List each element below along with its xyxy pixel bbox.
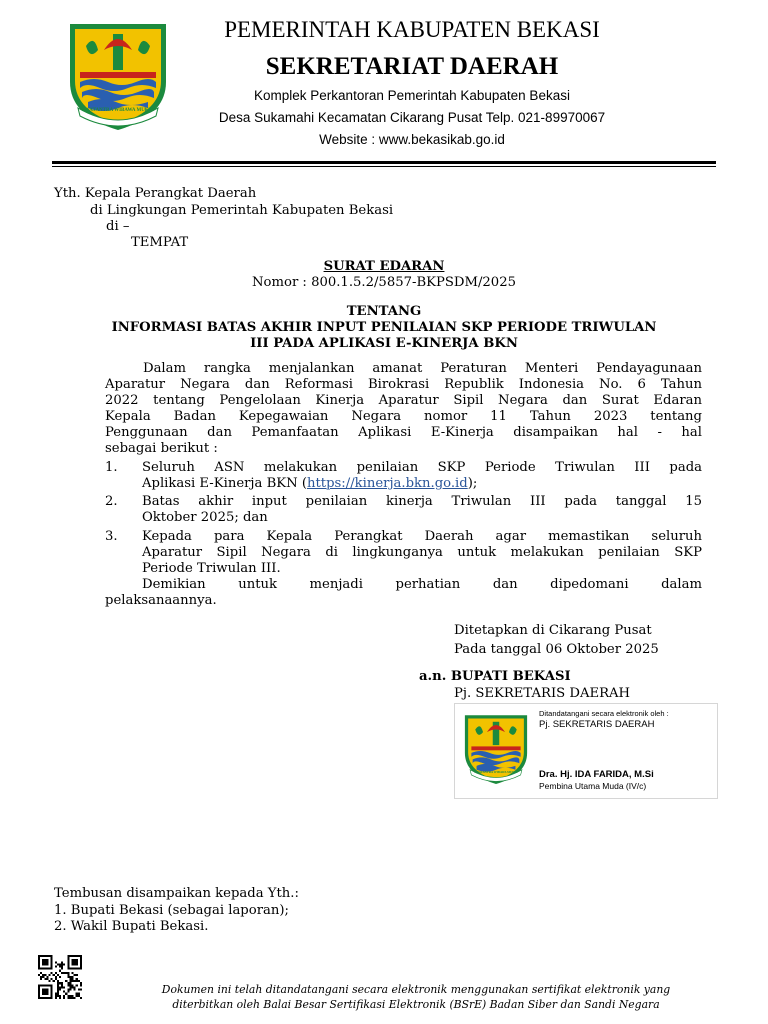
list-item-3-line-2: Aparatur Sipil Negara di lingkunganya untuk melakukan penilaian SKP bbox=[142, 545, 702, 560]
tentang-label: TENTANG bbox=[346, 304, 422, 319]
list-item-2-line-1: Batas akhir input penilaian kinerja Triwulan III pada tanggal 15 bbox=[142, 494, 702, 509]
body-p1-line-6: sebagai berikut : bbox=[105, 441, 218, 456]
list-item-1-line-2 bbox=[142, 476, 477, 493]
esign-note: Ditandatangani secara elektronik oleh : bbox=[539, 709, 669, 718]
footer-line-2: diterbitkan oleh Balai Besar Sertifikasi Elektronik (BSrE) Badan Siber dan Sandi Negara bbox=[172, 998, 660, 1011]
list-item-2-line-2: Oktober 2025; dan bbox=[142, 510, 268, 525]
recipient-line-1: Yth. Kepala Perangkat Daerah bbox=[54, 186, 257, 201]
body-p1-line-3: 2022 tentang Pengelolaan Kinerja Aparatur Sipil Negara dan Surat Edaran bbox=[105, 393, 702, 408]
letterhead-line2: SEKRETARIAT DAERAH bbox=[265, 53, 559, 80]
list-item-1-pre: Aplikasi E-Kinerja BKN ( bbox=[142, 476, 307, 491]
sign-place: Ditetapkan di Cikarang Pusat bbox=[454, 623, 652, 638]
sign-date: Pada tanggal 06 Oktober 2025 bbox=[454, 642, 659, 657]
recipient-line-4: TEMPAT bbox=[131, 235, 189, 250]
cc-item-2: 2. Wakil Bupati Bekasi. bbox=[54, 919, 209, 934]
esign-emblem bbox=[461, 710, 531, 788]
body-p1-line-1: Dalam rangka menjalankan amanat Peraturan Menteri Pendayagunaan bbox=[143, 361, 702, 376]
sign-role: Pj. SEKRETARIS DAERAH bbox=[454, 686, 631, 701]
letterhead-rule-thin bbox=[52, 166, 716, 167]
list-item-3-line-3: Periode Triwulan III. bbox=[142, 561, 281, 576]
qr-code bbox=[38, 955, 82, 999]
letterhead-address-2: Desa Sukamahi Kecamatan Cikarang Pusat Telp. 021-89970067 bbox=[218, 110, 606, 125]
esign-box bbox=[454, 703, 718, 799]
letterhead-line1: PEMERINTAH KABUPATEN BEKASI bbox=[224, 17, 600, 42]
list-item-1-post: ); bbox=[467, 476, 478, 491]
list-item-1-line-1: Seluruh ASN melakukan penilaian SKP Periode Triwulan III pada bbox=[142, 460, 702, 475]
esign-emblem-motto: SWATANTRA WIBAWA MUKTI bbox=[474, 770, 518, 774]
letter-title: SURAT EDARAN bbox=[323, 259, 445, 274]
letterhead-address-1: Komplek Perkantoran Pemerintah Kabupaten Bekasi bbox=[254, 88, 570, 103]
letter-number: Nomor : 800.1.5.2/5857-BKPSDM/2025 bbox=[252, 275, 516, 290]
subject-line-1: INFORMASI BATAS AKHIR INPUT PENILAIAN SKP PERIODE TRIWULAN bbox=[111, 320, 657, 335]
letterhead-emblem bbox=[64, 20, 172, 132]
body-p1-line-5: Penggunaan dan Pemanfaatan Aplikasi E-Kinerja disampaikan hal - hal bbox=[105, 425, 702, 440]
body-p1-line-2: Aparatur Negara dan Reformasi Birokrasi Republik Indonesia No. 6 Tahun bbox=[105, 377, 702, 392]
list-item-1-number: 1. bbox=[105, 460, 118, 475]
cc-item-1: 1. Bupati Bekasi (sebagai laporan); bbox=[54, 903, 289, 918]
footer-line-1: Dokumen ini telah ditandatangani secara elektronik menggunakan sertifikat elektronik yang bbox=[161, 983, 671, 996]
list-item-3-line-1: Kepada para Kepala Perangkat Daerah agar memastikan seluruh bbox=[142, 529, 702, 544]
body-p1-line-4: Kepala Badan Kepegawaian Negara nomor 11 Tahun 2023 tentang bbox=[105, 409, 702, 424]
signer-rank: Pembina Utama Muda (IV/c) bbox=[539, 781, 647, 791]
closing-line-1: Demikian untuk menjadi perhatian dan dipedomani dalam bbox=[142, 577, 702, 592]
list-item-2-number: 2. bbox=[105, 494, 118, 509]
closing-line-2: pelaksanaannya. bbox=[105, 593, 217, 608]
letterhead-website: Website : www.bekasikab.go.id bbox=[319, 132, 505, 147]
letterhead-rule-thick bbox=[52, 161, 716, 164]
emblem-motto: SWATANTRA WIBAWA MUKTI bbox=[82, 108, 154, 113]
sign-an: a.n. BUPATI BEKASI bbox=[419, 669, 571, 684]
subject-line-2: III PADA APLIKASI E-KINERJA BKN bbox=[250, 336, 518, 351]
esign-role: Pj. SEKRETARIS DAERAH bbox=[539, 719, 655, 730]
cc-title: Tembusan disampaikan kepada Yth.: bbox=[54, 886, 299, 901]
recipient-line-3: di – bbox=[106, 219, 130, 234]
ekinerja-link[interactable]: https://kinerja.bkn.go.id bbox=[307, 476, 468, 491]
signer-name: Dra. Hj. IDA FARIDA, M.Si bbox=[539, 769, 654, 780]
list-item-3-number: 3. bbox=[105, 529, 118, 544]
recipient-line-2: di Lingkungan Pemerintah Kabupaten Bekasi bbox=[90, 203, 394, 218]
